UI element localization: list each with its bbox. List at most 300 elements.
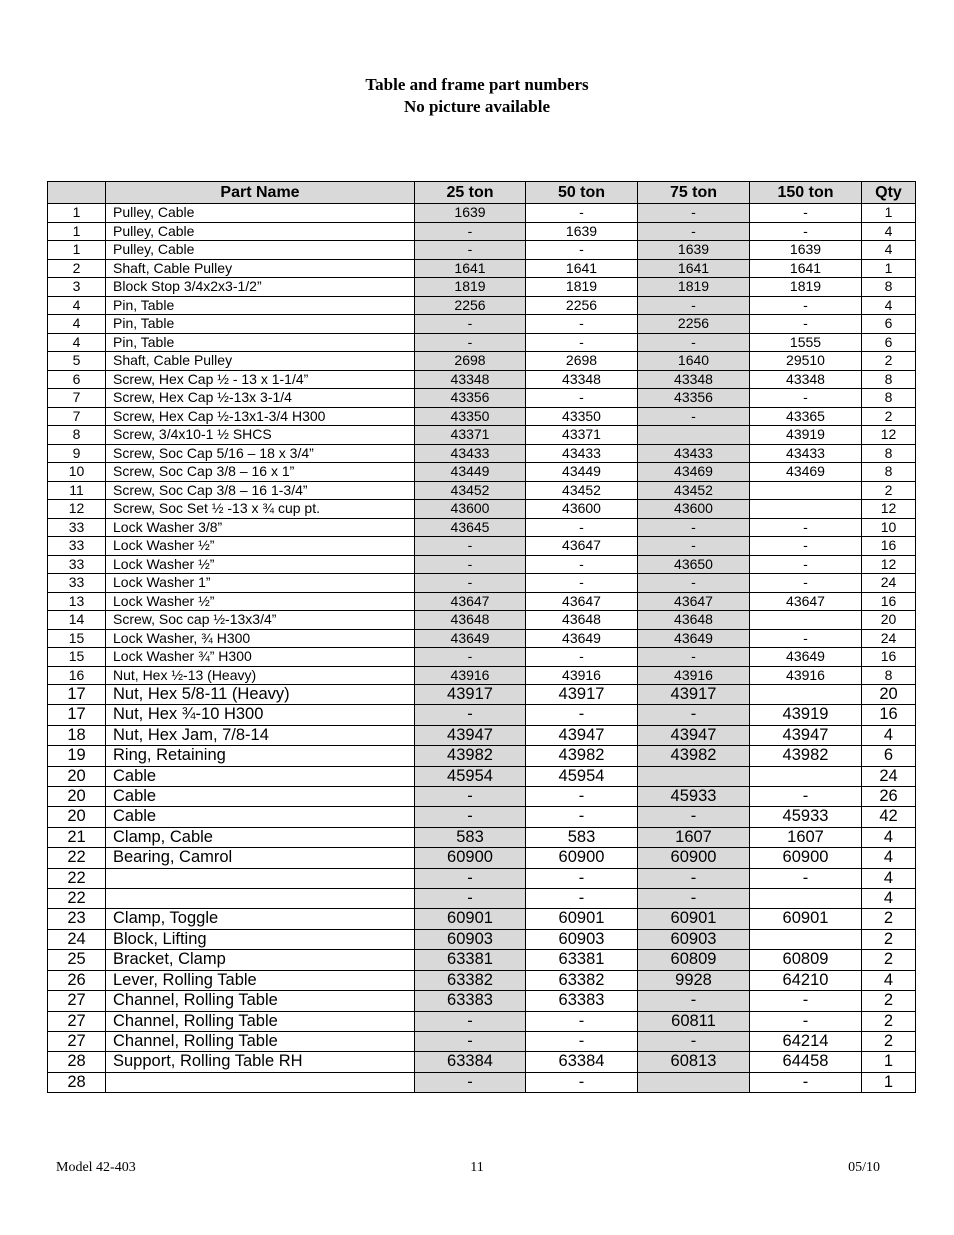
cell-50-ton: - [526,1072,638,1092]
cell-qty: 8 [862,444,916,463]
cell-number: 16 [48,666,106,685]
cell-150-ton: - [750,296,862,315]
cell-50-ton: 43600 [526,500,638,519]
cell-25-ton: 43449 [415,463,526,482]
cell-50-ton: - [526,1031,638,1051]
cell-qty: 26 [862,787,916,807]
cell-75-ton: - [638,868,750,888]
cell-150-ton: - [750,204,862,223]
column-header-number [48,182,106,204]
cell-qty: 4 [862,827,916,847]
table-header-row [48,182,916,204]
cell-75-ton: 60901 [638,909,750,929]
cell-number: 25 [48,950,106,970]
cell-qty: 2 [862,352,916,371]
cell-qty: 2 [862,991,916,1011]
cell-qty: 24 [862,574,916,593]
table-row [48,666,916,685]
cell-75-ton: 43916 [638,666,750,685]
table-row [48,909,916,929]
cell-150-ton: 43469 [750,463,862,482]
cell-qty: 4 [862,868,916,888]
cell-75-ton: 43452 [638,481,750,500]
cell-25-ton: 45954 [415,766,526,786]
cell-50-ton: - [526,333,638,352]
cell-75-ton [638,426,750,445]
table-row [48,685,916,705]
cell-150-ton: 60901 [750,909,862,929]
cell-number: 1 [48,241,106,260]
cell-50-ton: - [526,518,638,537]
cell-75-ton: 1640 [638,352,750,371]
cell-25-ton: 2256 [415,296,526,315]
table-row [48,278,916,297]
table-row [48,950,916,970]
cell-number: 4 [48,333,106,352]
cell-25-ton: - [415,889,526,909]
cell-50-ton: - [526,868,638,888]
cell-50-ton: 63381 [526,950,638,970]
cell-150-ton: 29510 [750,352,862,371]
cell-25-ton: 60900 [415,848,526,868]
table-row [48,725,916,745]
cell-25-ton: 43647 [415,592,526,611]
cell-number: 7 [48,407,106,426]
cell-part-name: Pin, Table [106,315,415,334]
cell-number: 7 [48,389,106,408]
table-row [48,868,916,888]
cell-qty: 2 [862,1031,916,1051]
cell-qty: 12 [862,426,916,445]
cell-150-ton: 60809 [750,950,862,970]
cell-150-ton: 43433 [750,444,862,463]
cell-part-name: Shaft, Cable Pulley [106,259,415,278]
cell-part-name: Screw, Soc Cap 3/8 – 16 1-3/4” [106,481,415,500]
cell-75-ton: 9928 [638,970,750,990]
cell-25-ton: - [415,537,526,556]
cell-part-name: Nut, Hex ½-13 (Heavy) [106,666,415,685]
cell-75-ton: 60811 [638,1011,750,1031]
cell-50-ton: 1641 [526,259,638,278]
page-subtitle: No picture available [403,97,551,116]
cell-50-ton: - [526,807,638,827]
cell-qty: 2 [862,407,916,426]
cell-75-ton: 1641 [638,259,750,278]
cell-number: 33 [48,555,106,574]
cell-50-ton: 43648 [526,611,638,630]
cell-number: 20 [48,787,106,807]
cell-150-ton: 64458 [750,1052,862,1072]
cell-part-name: Screw, Soc Set ½ -13 x ¾ cup pt. [106,500,415,519]
cell-25-ton: 43917 [415,685,526,705]
cell-75-ton: 43917 [638,685,750,705]
cell-part-name: Lock Washer, ¾ H300 [106,629,415,648]
cell-25-ton: 1819 [415,278,526,297]
cell-part-name: Lock Washer ½” [106,555,415,574]
cell-50-ton: 43348 [526,370,638,389]
cell-150-ton [750,929,862,949]
table-row [48,827,916,847]
cell-75-ton: 43947 [638,725,750,745]
table-row [48,1031,916,1051]
cell-qty: 10 [862,518,916,537]
cell-25-ton: - [415,574,526,593]
cell-part-name: Support, Rolling Table RH [106,1052,415,1072]
cell-qty: 12 [862,500,916,519]
cell-150-ton: 43649 [750,648,862,667]
cell-150-ton: 60900 [750,848,862,868]
cell-part-name: Nut, Hex Jam, 7/8-14 [106,725,415,745]
cell-150-ton: 43982 [750,746,862,766]
cell-150-ton: - [750,315,862,334]
cell-part-name: Ring, Retaining [106,746,415,766]
cell-part-name: Lock Washer ½” [106,592,415,611]
cell-part-name: Clamp, Toggle [106,909,415,929]
table-row [48,574,916,593]
cell-part-name: Lock Washer 3/8” [106,518,415,537]
cell-25-ton: - [415,1011,526,1031]
cell-75-ton: - [638,204,750,223]
cell-qty: 16 [862,537,916,556]
cell-50-ton: 43916 [526,666,638,685]
cell-number: 4 [48,315,106,334]
cell-25-ton: 43947 [415,725,526,745]
cell-number: 26 [48,970,106,990]
table-row [48,315,916,334]
cell-50-ton: 583 [526,827,638,847]
column-header-150-ton: 150 ton [750,182,862,204]
cell-75-ton: 45933 [638,787,750,807]
cell-number: 27 [48,991,106,1011]
table-row [48,592,916,611]
cell-75-ton: 43649 [638,629,750,648]
cell-25-ton: - [415,1031,526,1051]
cell-part-name: Cable [106,787,415,807]
table-row [48,259,916,278]
cell-part-name: Pin, Table [106,296,415,315]
table-row [48,500,916,519]
cell-25-ton: 43648 [415,611,526,630]
table-row [48,970,916,990]
cell-qty: 2 [862,1011,916,1031]
table-row [48,370,916,389]
table-row [48,204,916,223]
table-row [48,463,916,482]
cell-part-name: Pin, Table [106,333,415,352]
table-row [48,746,916,766]
cell-50-ton: - [526,648,638,667]
cell-50-ton: 43371 [526,426,638,445]
cell-50-ton: 63383 [526,991,638,1011]
cell-part-name: Screw, Hex Cap ½ - 13 x 1-1/4” [106,370,415,389]
cell-qty: 6 [862,333,916,352]
cell-qty: 42 [862,807,916,827]
cell-25-ton: 583 [415,827,526,847]
cell-part-name: Screw, 3/4x10-1 ½ SHCS [106,426,415,445]
column-header-75-ton: 75 ton [638,182,750,204]
cell-25-ton: 63382 [415,970,526,990]
cell-part-name: Nut, Hex 5/8-11 (Heavy) [106,685,415,705]
cell-number: 15 [48,648,106,667]
cell-75-ton: - [638,889,750,909]
cell-number: 10 [48,463,106,482]
cell-50-ton: - [526,204,638,223]
cell-50-ton: 43433 [526,444,638,463]
cell-number: 22 [48,868,106,888]
cell-75-ton: - [638,333,750,352]
cell-part-name: Nut, Hex ¾-10 H300 [106,705,415,725]
cell-150-ton: 1819 [750,278,862,297]
cell-150-ton: - [750,629,862,648]
cell-part-name: Screw, Soc cap ½-13x3/4” [106,611,415,630]
table-row [48,407,916,426]
cell-50-ton: - [526,1011,638,1031]
cell-part-name: Screw, Soc Cap 3/8 – 16 x 1” [106,463,415,482]
cell-number: 28 [48,1052,106,1072]
cell-150-ton: 1555 [750,333,862,352]
cell-75-ton: 2256 [638,315,750,334]
cell-25-ton: 1639 [415,204,526,223]
cell-75-ton: 60813 [638,1052,750,1072]
cell-qty: 2 [862,909,916,929]
cell-75-ton: - [638,807,750,827]
cell-qty: 4 [862,725,916,745]
cell-qty: 6 [862,746,916,766]
cell-150-ton: - [750,787,862,807]
table-row [48,296,916,315]
title-block [0,74,954,118]
cell-25-ton: 43356 [415,389,526,408]
cell-75-ton: - [638,648,750,667]
cell-25-ton: - [415,868,526,888]
column-header-part-name: Part Name [106,182,415,204]
column-header-25-ton: 25 ton [415,182,526,204]
cell-150-ton: 43919 [750,705,862,725]
cell-part-name: Channel, Rolling Table [106,1031,415,1051]
table-row [48,807,916,827]
cell-75-ton: 43469 [638,463,750,482]
cell-part-name: Bearing, Camrol [106,848,415,868]
cell-75-ton: 60903 [638,929,750,949]
cell-150-ton: 43647 [750,592,862,611]
cell-75-ton [638,1072,750,1092]
cell-number: 6 [48,370,106,389]
cell-qty: 12 [862,555,916,574]
table-row [48,1011,916,1031]
cell-150-ton: 43348 [750,370,862,389]
cell-number: 12 [48,500,106,519]
cell-75-ton [638,766,750,786]
table-row [48,766,916,786]
cell-150-ton: - [750,1011,862,1031]
cell-part-name: Bracket, Clamp [106,950,415,970]
cell-number: 3 [48,278,106,297]
cell-qty: 24 [862,766,916,786]
cell-50-ton: 1639 [526,222,638,241]
table-row [48,1052,916,1072]
cell-75-ton: 1607 [638,827,750,847]
cell-150-ton: - [750,389,862,408]
cell-qty: 4 [862,296,916,315]
cell-qty: 8 [862,463,916,482]
cell-part-name: Screw, Hex Cap ½-13x 3-1/4 [106,389,415,408]
cell-number: 1 [48,222,106,241]
cell-25-ton: 63383 [415,991,526,1011]
cell-150-ton: 43919 [750,426,862,445]
column-header-qty: Qty [862,182,916,204]
cell-150-ton [750,481,862,500]
cell-150-ton: - [750,991,862,1011]
cell-75-ton: - [638,222,750,241]
cell-part-name: Block Stop 3/4x2x3-1/2” [106,278,415,297]
cell-part-name: Pulley, Cable [106,222,415,241]
cell-part-name: Cable [106,766,415,786]
cell-part-name: Lever, Rolling Table [106,970,415,990]
cell-50-ton: 2256 [526,296,638,315]
cell-25-ton: 43600 [415,500,526,519]
cell-75-ton: - [638,705,750,725]
cell-75-ton: 43600 [638,500,750,519]
cell-50-ton: 43917 [526,685,638,705]
cell-150-ton [750,889,862,909]
cell-part-name [106,1072,415,1092]
cell-number: 22 [48,848,106,868]
cell-150-ton: 64210 [750,970,862,990]
cell-25-ton: 43371 [415,426,526,445]
cell-50-ton: 43647 [526,537,638,556]
cell-25-ton: 43649 [415,629,526,648]
cell-75-ton: - [638,537,750,556]
cell-qty: 6 [862,315,916,334]
cell-qty: 4 [862,222,916,241]
cell-75-ton: - [638,574,750,593]
cell-150-ton: 1607 [750,827,862,847]
cell-25-ton: 43916 [415,666,526,685]
cell-25-ton: - [415,787,526,807]
cell-150-ton: 43365 [750,407,862,426]
table-row [48,611,916,630]
cell-50-ton: 43649 [526,629,638,648]
cell-25-ton: 60901 [415,909,526,929]
cell-75-ton: 60900 [638,848,750,868]
cell-150-ton: 1641 [750,259,862,278]
cell-qty: 8 [862,666,916,685]
cell-qty: 1 [862,1072,916,1092]
cell-part-name: Shaft, Cable Pulley [106,352,415,371]
table-row [48,629,916,648]
cell-part-name: Lock Washer ¾” H300 [106,648,415,667]
cell-75-ton: 43348 [638,370,750,389]
cell-75-ton: - [638,407,750,426]
cell-25-ton: 2698 [415,352,526,371]
cell-150-ton: - [750,574,862,593]
cell-number: 27 [48,1031,106,1051]
cell-qty: 16 [862,648,916,667]
cell-number: 28 [48,1072,106,1092]
cell-25-ton: 63381 [415,950,526,970]
cell-part-name: Block, Lifting [106,929,415,949]
cell-qty: 2 [862,929,916,949]
cell-75-ton: 43650 [638,555,750,574]
table-row [48,389,916,408]
cell-50-ton: 43647 [526,592,638,611]
table-row [48,352,916,371]
page-title: Table and frame part numbers [365,75,589,94]
cell-50-ton: 43449 [526,463,638,482]
cell-25-ton: 1641 [415,259,526,278]
cell-number: 22 [48,889,106,909]
cell-number: 1 [48,204,106,223]
cell-number: 11 [48,481,106,500]
cell-25-ton: 43645 [415,518,526,537]
cell-number: 27 [48,1011,106,1031]
table-row [48,555,916,574]
cell-part-name: Channel, Rolling Table [106,991,415,1011]
cell-25-ton: - [415,555,526,574]
footer-date: 05/10 [848,1160,880,1175]
cell-qty: 16 [862,592,916,611]
cell-qty: 20 [862,685,916,705]
cell-50-ton: - [526,389,638,408]
cell-150-ton [750,766,862,786]
cell-50-ton: - [526,315,638,334]
cell-number: 20 [48,766,106,786]
cell-50-ton: - [526,241,638,260]
cell-number: 20 [48,807,106,827]
cell-50-ton: 45954 [526,766,638,786]
cell-150-ton [750,685,862,705]
cell-qty: 2 [862,481,916,500]
cell-25-ton: - [415,1072,526,1092]
cell-part-name: Clamp, Cable [106,827,415,847]
cell-50-ton: 63384 [526,1052,638,1072]
cell-part-name: Pulley, Cable [106,204,415,223]
cell-75-ton: 60809 [638,950,750,970]
cell-number: 33 [48,574,106,593]
cell-25-ton: 43433 [415,444,526,463]
cell-number: 4 [48,296,106,315]
cell-150-ton [750,611,862,630]
cell-part-name [106,889,415,909]
table-row [48,537,916,556]
cell-25-ton: - [415,705,526,725]
cell-qty: 16 [862,705,916,725]
cell-150-ton: - [750,868,862,888]
table-row [48,518,916,537]
cell-75-ton: 43648 [638,611,750,630]
cell-qty: 24 [862,629,916,648]
cell-75-ton: - [638,296,750,315]
cell-number: 5 [48,352,106,371]
cell-150-ton: - [750,222,862,241]
parts-table-body [48,204,916,1093]
cell-25-ton: 43452 [415,481,526,500]
cell-50-ton: - [526,889,638,909]
cell-qty: 8 [862,278,916,297]
cell-number: 21 [48,827,106,847]
parts-table [47,181,916,1093]
cell-number: 13 [48,592,106,611]
cell-150-ton: - [750,518,862,537]
cell-75-ton: 1819 [638,278,750,297]
cell-50-ton: 60900 [526,848,638,868]
cell-qty: 4 [862,970,916,990]
table-row [48,1072,916,1092]
cell-part-name: Cable [106,807,415,827]
cell-25-ton: - [415,333,526,352]
table-row [48,241,916,260]
cell-part-name: Channel, Rolling Table [106,1011,415,1031]
